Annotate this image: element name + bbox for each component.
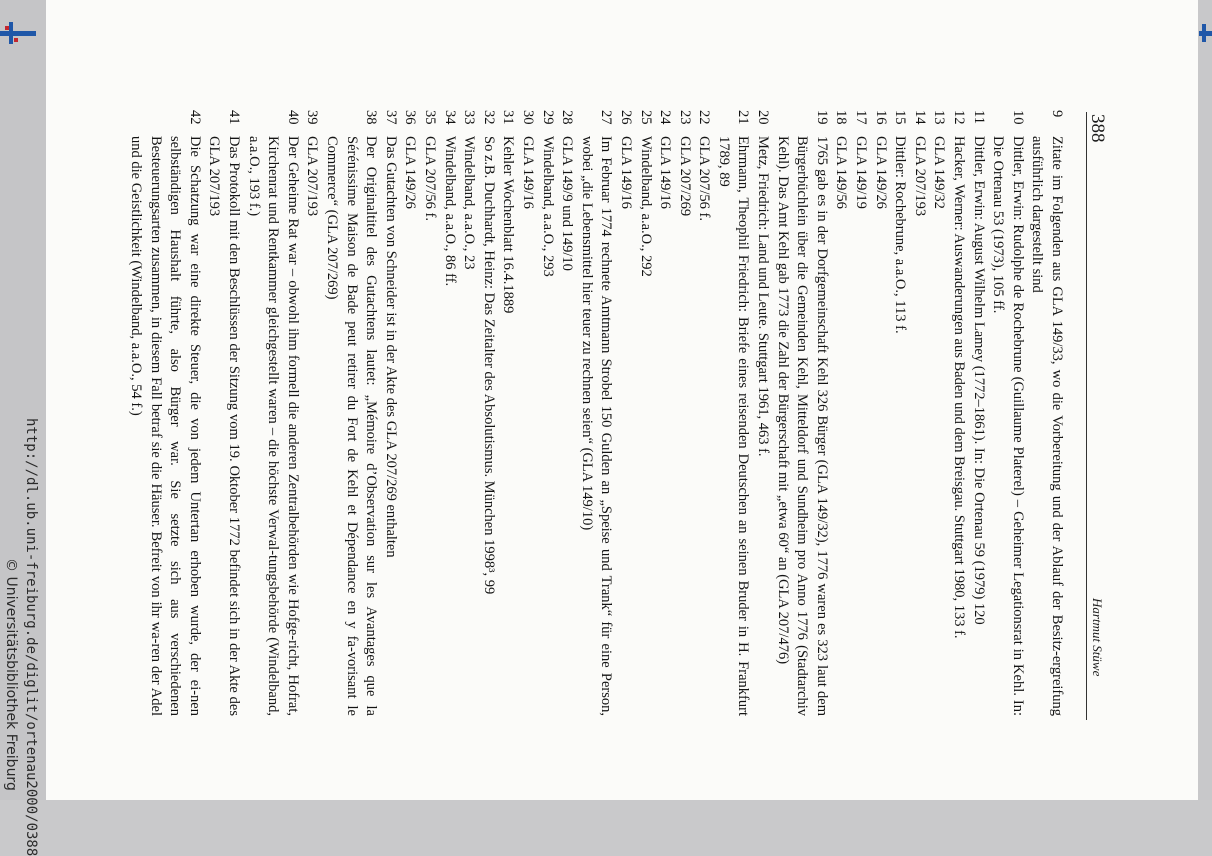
endnote-text: Windelband, a.a.O., 293 bbox=[539, 136, 556, 277]
endnote-text: Im Februar 1774 rechnete Amtmann Strobel 150 Gulden an „Speise und Trank“ für eine Person, wobei „die Lebensmittel hier teuer zu rechnen seien“ (GLA 149/10) bbox=[578, 136, 615, 716]
endnote-item bbox=[850, 110, 870, 716]
endnote-number: 15 bbox=[892, 110, 909, 125]
endnote-item bbox=[439, 110, 459, 716]
endnotes-list bbox=[126, 110, 1067, 716]
endnote-number: 26 bbox=[617, 110, 634, 125]
endnote-number: 30 bbox=[519, 110, 536, 125]
endnote-number: 39 bbox=[304, 110, 321, 125]
endnote-text: Dittler, Erwin: August Wilhelm Lamey (1772–1861). In: Die Ortenau 59 (1979) 120 bbox=[970, 136, 987, 625]
endnote-item bbox=[694, 110, 714, 716]
endnote-item bbox=[498, 110, 518, 716]
endnote-number: 16 bbox=[872, 110, 889, 125]
endnote-text: Die Schatzung war eine direkte Steuer, die von jedem Untertan erhoben wurde, der ei-nen selbständigen Haushalt führte, also Bürger war. Sie setzte sich aus verschiedenen Besteuerungsarten zusammen, in diesem Fall betraf sie die Häuser. Befreit von ihr wa-ren der Adel und die Geistlichkeit (Windelband, a.a.O., 54 f.) bbox=[128, 136, 203, 716]
endnote-item bbox=[674, 110, 694, 716]
endnote-item bbox=[968, 110, 988, 716]
endnote-number: 10 bbox=[1009, 110, 1026, 125]
endnote-item bbox=[988, 110, 1027, 716]
endnote-number: 38 bbox=[363, 110, 380, 125]
header-rule bbox=[1086, 112, 1087, 720]
endnote-number: 36 bbox=[402, 110, 419, 125]
author-name: Hartmut Stüwe bbox=[1090, 598, 1105, 677]
endnote-text: GLA 149/16 bbox=[657, 136, 674, 209]
endnote-number: 27 bbox=[598, 110, 615, 125]
endnote-text: Der Originaltitel des Gutachtens lautet: „Mémoire d’Observation sur les Avantages que la Sérénissime Maison de Bade peut retirer du Fort de Kehl et Dépendance en y fa-vorisant le Commerce“ (GLA 207/269) bbox=[324, 136, 380, 716]
endnote-item bbox=[321, 110, 380, 716]
endnote-text: Das Protokoll mit den Beschlüssen der Sitzung vom 19. Oktober 1772 befindet sich in der Akte des GLA 207/193 bbox=[206, 136, 243, 716]
endnote-number: 32 bbox=[480, 110, 497, 125]
endnote-item bbox=[517, 110, 537, 716]
endnote-text: Windelband, a.a.O., 23 bbox=[461, 136, 478, 270]
endnote-text: Dittler, Erwin: Rudolphe de Rochebrune (Guillaume Platerel) – Geheimer Legationsrat in Kehl. In: Die Ortenau 53 (1973), 105 ff. bbox=[990, 136, 1026, 716]
endnote-text: GLA 207/56 f. bbox=[422, 136, 438, 221]
endnote-item bbox=[890, 110, 910, 716]
endnote-item bbox=[655, 110, 675, 716]
endnote-item bbox=[713, 110, 752, 716]
endnote-number: 20 bbox=[755, 110, 772, 125]
endnote-item bbox=[615, 110, 635, 716]
endnote-number: 12 bbox=[951, 110, 968, 125]
endnote-text: Zitate im Folgenden aus GLA 149/33, wo die Vorbereitung und der Ablauf der Besitz-ergreifung ausführlich dargestellt sind bbox=[1029, 136, 1065, 716]
endnote-number: 35 bbox=[422, 110, 438, 125]
endnote-item bbox=[478, 110, 498, 716]
endnote-item bbox=[302, 110, 322, 716]
endnote-item bbox=[870, 110, 890, 716]
endnote-text: GLA 149/56 bbox=[833, 136, 850, 209]
endnote-number: 9 bbox=[1049, 110, 1065, 118]
source-url[interactable]: http://dl.ub.uni-freiburg.de/diglit/ortenau2000/0388 bbox=[23, 418, 39, 856]
endnote-number: 31 bbox=[500, 110, 517, 125]
endnote-item bbox=[576, 110, 615, 716]
endnote-item bbox=[459, 110, 479, 716]
page-number: 388 bbox=[1087, 114, 1108, 143]
endnote-text: Metz, Friedrich: Land und Leute. Stuttgart 1961, 463 f. bbox=[755, 136, 772, 457]
endnote-text: GLA 149/26 bbox=[402, 136, 419, 209]
endnote-text: Das Gutachten von Schneider ist in der Akte des GLA 207/269 enthalten bbox=[382, 136, 399, 558]
endnote-item bbox=[929, 110, 949, 716]
endnote-item bbox=[126, 110, 204, 716]
endnote-text: Der Geheime Rat war – obwohl ihm formell die anderen Zentralbehörden wie Hofge-richt, Hofrat, Kirchenrat und Rentkammer gleichgestellt waren – die höchste Verwal-tungsbehörde (Windelband, a.a.O., 193 f.) bbox=[245, 136, 301, 716]
endnote-text: GLA 207/193 bbox=[911, 136, 928, 217]
endnote-text: Kehler Wochenblatt 16.4.1889 bbox=[500, 136, 517, 314]
endnote-item bbox=[948, 110, 968, 716]
endnote-text: Windelband, a.a.O., 86 ff. bbox=[441, 136, 458, 287]
endnote-text: GLA 149/16 bbox=[519, 136, 536, 209]
endnote-item bbox=[204, 110, 243, 716]
endnote-text: GLA 149/26 bbox=[872, 136, 889, 209]
endnote-item bbox=[557, 110, 577, 716]
endnote-number: 13 bbox=[931, 110, 948, 125]
endnote-number: 37 bbox=[382, 110, 399, 125]
endnote-item bbox=[243, 110, 302, 716]
copyright-notice: © Universitätsbibliothek Freiburg bbox=[3, 558, 19, 791]
endnote-number: 18 bbox=[833, 110, 850, 125]
endnote-item bbox=[772, 110, 831, 716]
endnote-number: 19 bbox=[813, 110, 830, 125]
endnote-text: So z.B. Duchhardt, Heinz: Das Zeitalter des Absolutismus. München 1998³, 99 bbox=[480, 136, 497, 595]
endnote-number: 28 bbox=[559, 110, 576, 125]
endnote-item bbox=[380, 110, 400, 716]
endnote-number: 21 bbox=[735, 110, 752, 125]
endnote-text: GLA 207/56 f. bbox=[696, 136, 713, 221]
endnote-text: GLA 149/19 bbox=[853, 136, 870, 209]
endnote-text: Dittler: Rochebrune, a.a.O., 113 f. bbox=[892, 136, 909, 334]
endnote-number: 23 bbox=[676, 110, 693, 125]
endnote-text: GLA 207/193 bbox=[304, 136, 321, 217]
endnote-item bbox=[753, 110, 773, 716]
endnote-text: Hacker, Werner: Auswanderungen aus Baden und dem Breisgau. Stuttgart 1980, 133 f. bbox=[951, 136, 968, 639]
endnote-text: Windelband, a.a.O., 292 bbox=[637, 136, 654, 277]
endnote-item bbox=[831, 110, 851, 716]
endnote-number: 29 bbox=[539, 110, 556, 125]
endnote-text: GLA 149/32 bbox=[931, 136, 948, 209]
endnote-number: 42 bbox=[186, 110, 203, 125]
endnote-text: GLA 149/16 bbox=[617, 136, 634, 209]
endnote-item bbox=[537, 110, 557, 716]
endnote-number: 34 bbox=[441, 110, 458, 125]
endnote-item bbox=[635, 110, 655, 716]
endnote-item bbox=[400, 110, 420, 716]
endnote-item bbox=[1027, 110, 1066, 716]
endnote-item bbox=[419, 110, 439, 716]
endnote-text: GLA 207/269 bbox=[676, 136, 693, 217]
endnote-text: GLA 149/9 und 149/10 bbox=[559, 136, 576, 271]
endnote-number: 22 bbox=[696, 110, 713, 125]
endnote-number: 14 bbox=[911, 110, 928, 125]
endnote-number: 40 bbox=[284, 110, 301, 125]
endnote-text: Ehrmann, Theophil Friedrich: Briefe eines reisenden Deutschen an seinen Bruder in H. Frankfurt 1789, 89 bbox=[715, 136, 752, 716]
endnote-number: 17 bbox=[853, 110, 870, 125]
endnote-number: 25 bbox=[637, 110, 654, 125]
endnote-number: 33 bbox=[461, 110, 478, 125]
endnote-number: 41 bbox=[226, 110, 243, 125]
endnote-text: 1765 gab es in der Dorfgemeinschaft Kehl 326 Bürger (GLA 149/32), 1776 waren es 323 laut dem Bürgerbüchlein über die Gemeinden Kehl, Mitteldorf und Sundheim pro Anno 1776 (Stadtarchiv Kehl). Das Amt Kehl gab 1773 die Zahl der Bürgerschaft mit „etwa 60“ an (GLA 207/476) bbox=[774, 136, 830, 716]
endnote-number: 24 bbox=[657, 110, 674, 125]
endnote-item bbox=[909, 110, 929, 716]
endnote-number: 11 bbox=[970, 110, 987, 124]
